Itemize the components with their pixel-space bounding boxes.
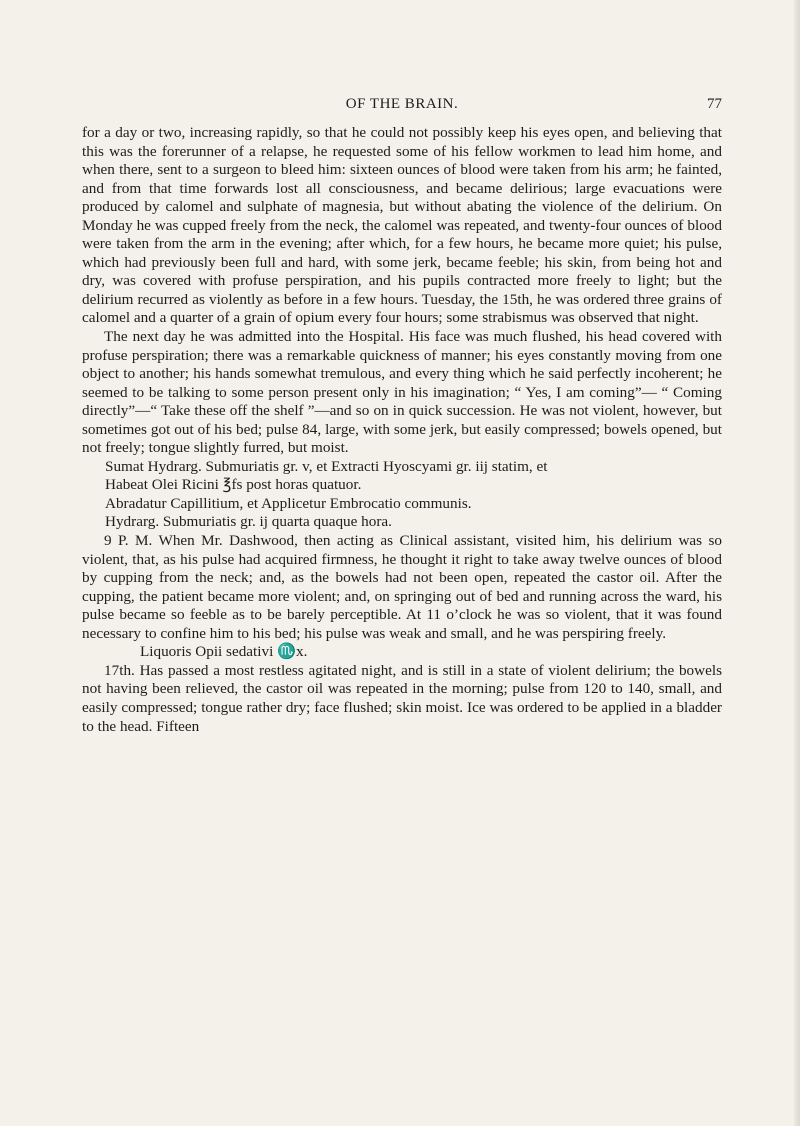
paragraph-17th: 17th. Has passed a most restless agitated night, and is still in a state of violent delirium; the bowels not having been relieved, the castor oil was repeated in the morning; pulse from 120 to 140, small, and easily compressed; tongue rather dry; face flushed; skin moist. Ice was ordered to be applied in a bladder to the head. Fifteen	[82, 661, 722, 735]
paragraph-admission: The next day he was admitted into the Hospital. His face was much flushed, his head covered with profuse perspiration; there was a remarkable quickness of manner; his eyes constantly moving from one object to another; his hands somewhat tremulous, and every thing which he said perfectly incoherent; he seemed to be talking to some person present only in his imagination; “ Yes, I am coming”— “ Coming directly”—“ Take these off the shelf ”—and so on in quick succession. He was not violent, however, but sometimes got out of his bed; pulse 84, large, with some jerk, but easily compressed; bowels opened, but not freely; tongue slightly furred, but moist.	[82, 328, 722, 457]
paragraph-continuation: for a day or two, increasing rapidly, so that he could not possibly keep his eyes open, and believing that this was the forerunner of a relapse, he requested some of his fellow workmen to lead him home, and when there, sent to a surgeon to bleed him: sixteen ounces of blood were taken from his arm; he fainted, and from that time forwards lost all consciousness, and became delirious; large evacuations were produced by calomel and sulphate of magnesia, but without abating the violence of the delirium. On Monday he was cupped freely from the neck, the calomel was repeated, and twenty-four ounces of blood were taken from the arm in the evening; after which, for a few hours, he became more quiet; his pulse, which had previously been full and hard, with some jerk, became feeble; his skin, from being hot and dry, was covered with profuse perspiration, and his pupils contracted more freely to light; but the delirium recurred as violently as before in a few hours. Tuesday, the 15th, he was ordered three grains of calomel and a quarter of a grain of opium every four hours; some strabismus was observed that night.	[82, 124, 722, 327]
body-text	[82, 124, 722, 736]
prescription-line: Habeat Olei Ricini ℥fs post horas quatuor.	[105, 476, 362, 494]
page-number: 77	[707, 96, 722, 112]
paragraph-evening: 9 P. M. When Mr. Dashwood, then acting as Clinical assistant, visited him, his delirium was so violent, that, as his pulse had acquired firmness, he thought it right to take away twelve ounces of blood by cupping from the neck; and, as the bowels had not been open, repeated the castor oil. After the cupping, the patient became more violent; and, on springing out of bed and running across the ward, his pulse became so feeble as to be barely perceptible. At 11 o’clock he was so violent, that it was found necessary to confine him to his bed; his pulse was weak and small, and he was perspiring freely.	[82, 532, 722, 642]
prescription-line: Sumat Hydrarg. Submuriatis gr. v, et Extracti Hyoscyami gr. iij statim, et	[105, 457, 548, 475]
page-edge	[794, 0, 800, 1126]
prescription-block	[82, 458, 722, 532]
running-head	[82, 96, 722, 120]
running-title: OF THE BRAIN.	[345, 96, 459, 112]
prescription-line: Hydrarg. Submuriatis gr. ij quarta quaque hora.	[105, 513, 392, 531]
prescription-line: Abradatur Capillitium, et Applicetur Embrocatio communis.	[105, 494, 472, 512]
prescription-line: Liquoris Opii sedativi ♏x.	[140, 643, 308, 661]
